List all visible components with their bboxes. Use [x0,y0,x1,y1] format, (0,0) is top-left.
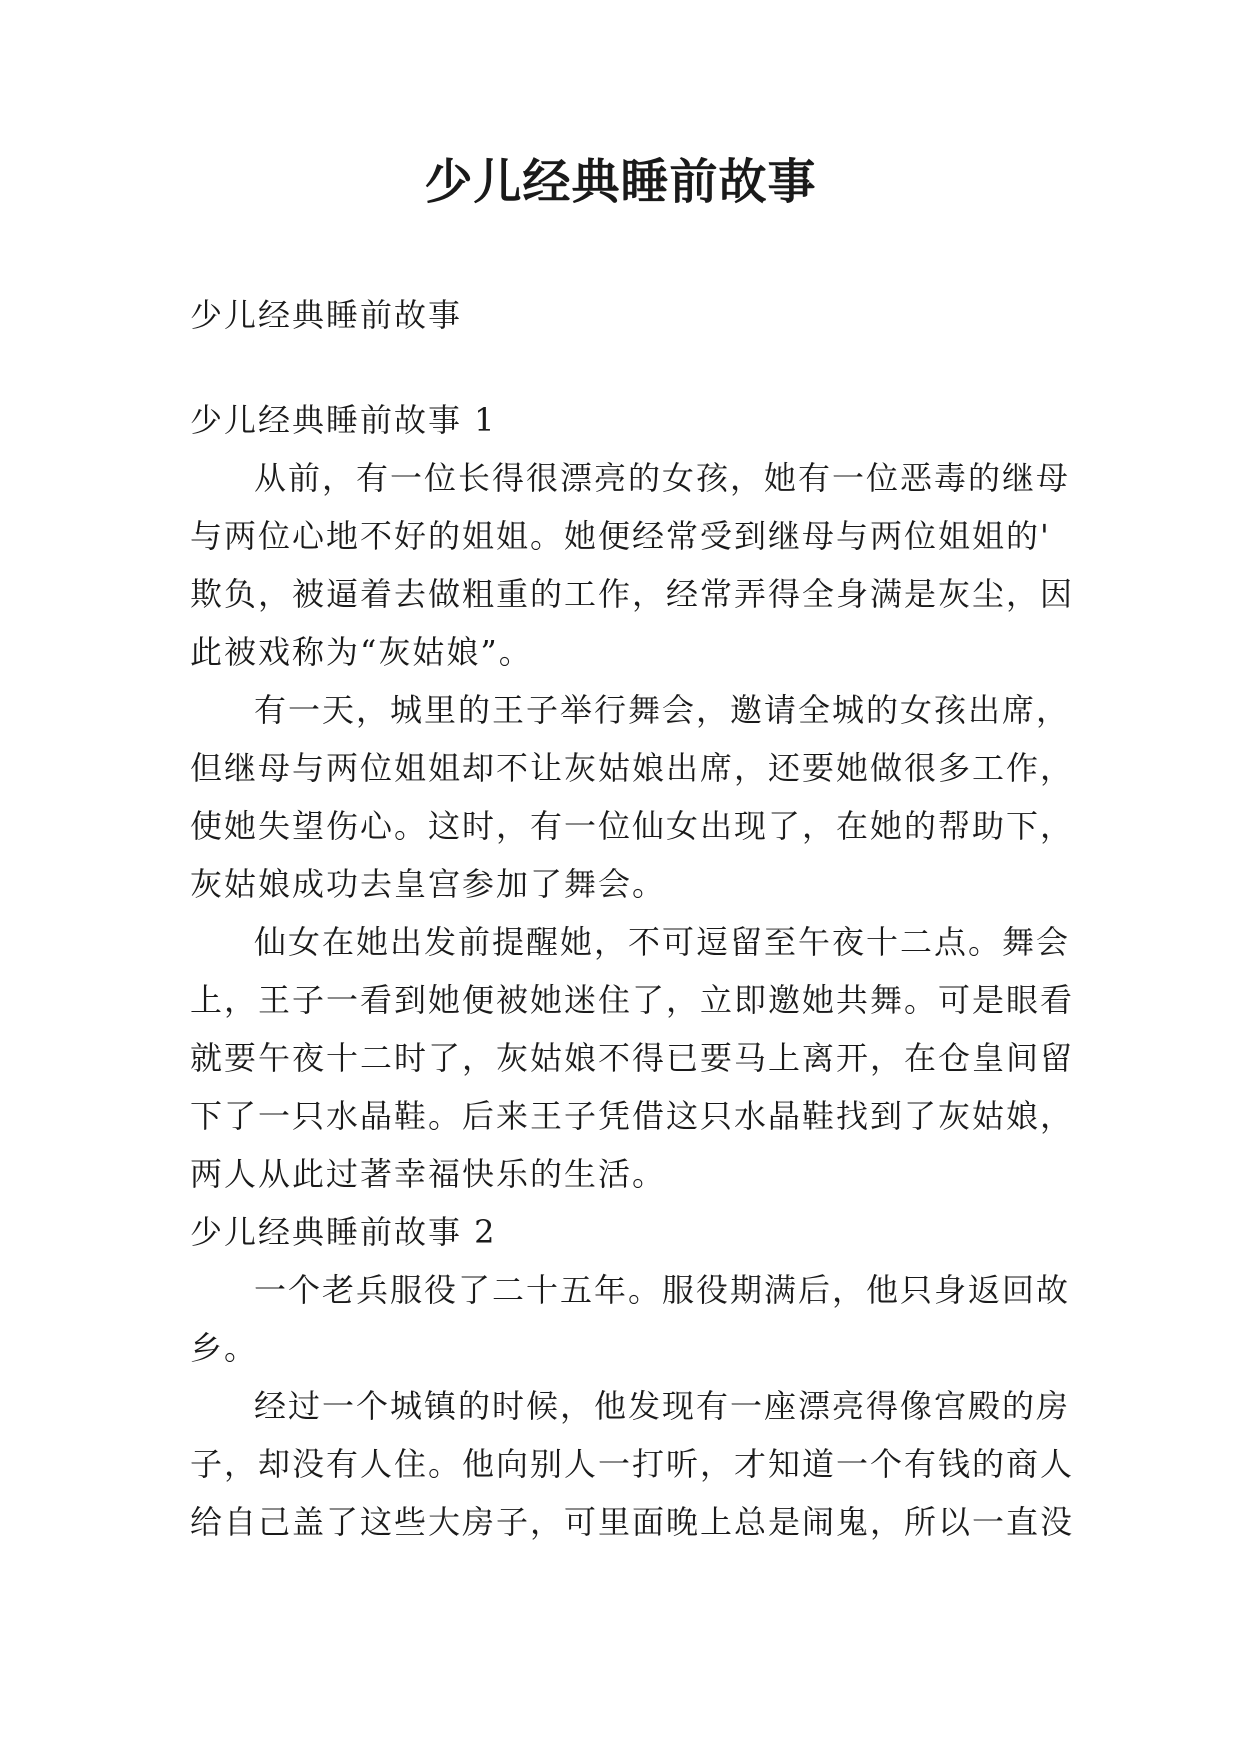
text-line: 少儿经典睡前故事 2 [190,1213,497,1251]
text-line: 但继母与两位姐姐却不让灰姑娘出席，还要她做很多工作， [190,749,1075,787]
document-body [190,286,1075,1551]
text-line: 有一天，城里的王子举行舞会，邀请全城的女孩出席， [254,691,1071,729]
text-line: 少儿经典睡前故事 1 [190,401,497,439]
page-title: 少儿经典睡前故事 [424,154,817,210]
text-line: 仙女在她出发前提醒她，不可逗留至午夜十二点。舞会 [254,923,1071,961]
document-subtitle: 少儿经典睡前故事 [190,296,463,334]
text-line: 从前，有一位长得很漂亮的女孩，她有一位恶毒的继母 [254,459,1071,497]
text-line: 就要午夜十二时了，灰姑娘不得已要马上离开，在仓皇间留 [190,1039,1075,1077]
text-line: 灰姑娘成功去皇宫参加了舞会。 [190,865,667,903]
text-line: 给自己盖了这些大房子，可里面晚上总是闹鬼，所以一直没 [190,1503,1075,1541]
text-line: 使她失望伤心。这时，有一位仙女出现了，在她的帮助下， [190,807,1075,845]
text-line: 经过一个城镇的时候，他发现有一座漂亮得像宫殿的房 [254,1387,1071,1425]
text-line: 一个老兵服役了二十五年。服役期满后，他只身返回故 [254,1271,1071,1309]
text-line: 此被戏称为“灰姑娘”。 [190,633,533,671]
text-line: 上，王子一看到她便被她迷住了，立即邀她共舞。可是眼看 [190,981,1075,1019]
text-lines [190,391,1075,1551]
text-line: 两人从此过著幸福快乐的生活。 [190,1155,667,1193]
text-line: 子，却没有人住。他向别人一打听，才知道一个有钱的商人 [190,1445,1075,1483]
text-line: 乡。 [190,1329,259,1367]
text-line: 与两位心地不好的姐姐。她便经常受到继母与两位姐姐的' [190,517,1051,555]
text-line: 欺负，被逼着去做粗重的工作，经常弄得全身满是灰尘，因 [190,575,1075,613]
text-line: 下了一只水晶鞋。后来王子凭借这只水晶鞋找到了灰姑娘， [190,1097,1075,1135]
